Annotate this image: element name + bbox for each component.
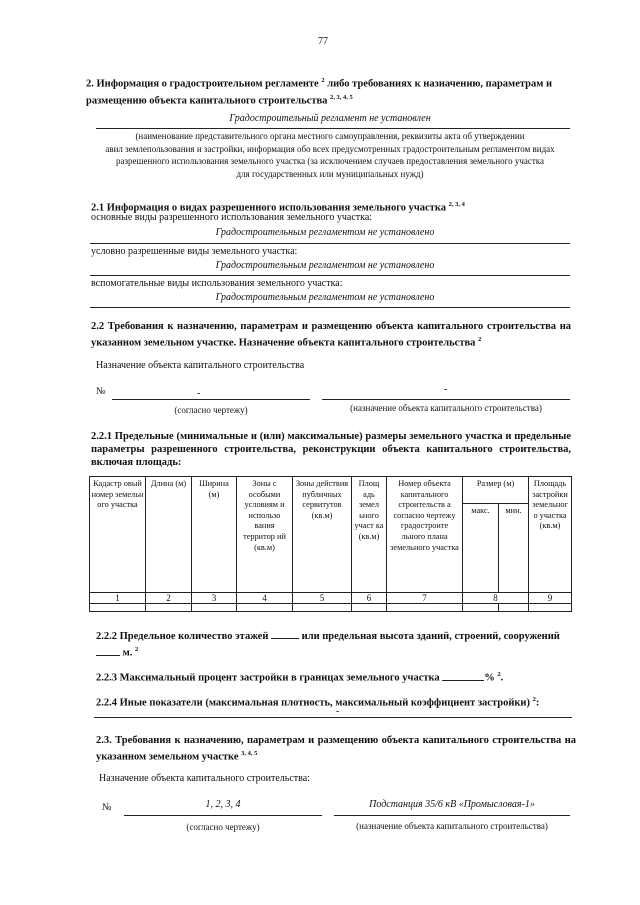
caption-drawing: (согласно чертежу): [174, 405, 248, 415]
object-purpose-value: Подстанция 35/6 кВ «Промысловая-1»: [369, 799, 535, 810]
other-indicators-dash: -: [336, 706, 340, 717]
conditional-uses-value: Градостроительным регламентом не установлено: [215, 260, 435, 271]
header-width: Ширина (м): [192, 477, 237, 593]
column-number: 5: [293, 593, 352, 604]
column-number: 9: [529, 593, 572, 604]
regulation-note: (наименование представительного органа местного самоуправления, реквизиты акта об утверждении авил землепользования и застройки, информация обо всех предусмотренных градостроительным регламентом видах разрешенного использования земельного участка (за исключением случаев предоставления земельного участка для государственных или муниципальных нужд): [105, 131, 555, 179]
purpose-label-2-3: Назначение объекта капитального строительства:: [99, 773, 310, 784]
column-number: 4: [237, 593, 293, 604]
header-cadastre: Кадастр овый номер земельн ого участка: [90, 477, 146, 593]
auxiliary-uses-value: Градостроительным регламентом не установлено: [215, 292, 435, 303]
section-2-2-2: 2.2.2 Предельное количество этажей или предельная высота зданий, строений, сооружений м. $^2$: [96, 631, 560, 659]
header-object-number: Номер объекта капитального строительств а согласно чертежу градостроите льного плана земельного участка: [387, 477, 463, 593]
header-size-min: мин.: [499, 504, 529, 593]
purpose-label: Назначение объекта капитального строительства: [96, 360, 305, 371]
other-indicators-underline: [94, 717, 572, 718]
auxiliary-uses-label: вспомогательные виды использования земельного участка:: [91, 278, 343, 289]
dash-number: -: [197, 388, 201, 399]
conditional-uses-label: условно разрешенные виды земельного участка:: [91, 246, 298, 257]
object-numbers-value: 1, 2, 3, 4: [205, 799, 241, 810]
auxiliary-uses-underline: [90, 307, 570, 308]
main-uses-underline: [90, 243, 570, 244]
header-building-area: Площадь застройки земельног о участка (кв.м): [529, 477, 572, 593]
column-number: 8: [463, 593, 529, 604]
section-2-1-title: 2.1 Информация о видах разрешенного использования земельного участка $^{2, 3, 4}$: [91, 201, 465, 214]
section-2-2-3: 2.2.3 Максимальный процент застройки в границах земельного участка % $^2$.: [96, 671, 504, 684]
header-servitude-zones: Зоны действия публичных сервитутов (кв.м): [293, 477, 352, 593]
column-number: 6: [352, 593, 387, 604]
page-number: 77: [318, 36, 328, 47]
section-2-3-title: 2.3. Требования к назначению, параметрам и размещению объекта капитального строительства на указанном земельном участке $^{3, 4, 5}$: [96, 735, 576, 763]
main-uses-value: Градостроительным регламентом не установлено: [215, 227, 435, 238]
header-size: Размер (м): [463, 477, 529, 504]
number-sign: №: [96, 386, 106, 397]
regulation-value: Градостроительный регламент не установлен: [229, 113, 431, 124]
caption-purpose: (назначение объекта капитального строительства): [350, 403, 542, 413]
caption-drawing-2-3: (согласно чертежу): [186, 822, 260, 832]
header-length: Длина (м): [146, 477, 192, 593]
section-2-2-4: 2.2.4 Иные показатели (максимальная плотность, максимальный коэффициент застройки) $^2$:: [96, 696, 540, 709]
conditional-uses-underline: [90, 275, 570, 276]
main-uses-label: основные виды разрешенного использования земельного участка:: [91, 212, 373, 223]
column-number: 1: [90, 593, 146, 604]
object-purpose-underline: [334, 815, 570, 816]
number-underline: [112, 399, 310, 400]
table-row: [90, 604, 572, 612]
column-number: 7: [387, 593, 463, 604]
section-2-title: 2. Информация о градостроительном регламенте $^2$ либо требованиях к назначению, параметрам и размещению объекта капитального строительства $^{2, 3, 4, 5}$: [86, 77, 553, 106]
header-plot-area: Площ адь земел ьного участ ка (кв.м): [352, 477, 387, 593]
section-2-2-1-title: 2.2.1 Предельные (минимальные и (или) максимальные) размеры земельного участка и предельные параметры разрешенного строительства, реконструкции объекта капитального строительства, включая площадь:: [91, 431, 571, 468]
column-number: 3: [192, 593, 237, 604]
caption-purpose-2-3: (назначение объекта капитального строительства): [356, 821, 548, 831]
dash-purpose: -: [444, 384, 448, 395]
section-2-2-title: 2.2 Требования к назначению, параметрам и размещению объекта капитального строительства на указанном земельном участке. Назначение объекта капитального строительства $^2$: [91, 321, 571, 349]
regulation-underline: [96, 128, 570, 129]
header-special-zones: Зоны с особыми условиям и использо вания территор ий (кв.м): [237, 477, 293, 593]
parameters-table: [89, 476, 572, 612]
column-number: 2: [146, 593, 192, 604]
object-numbers-underline: [124, 815, 322, 816]
number-sign-2-3: №: [102, 802, 112, 813]
header-size-max: макс.: [463, 504, 499, 593]
column-numbers-row: [90, 593, 572, 604]
purpose-underline: [322, 399, 570, 400]
